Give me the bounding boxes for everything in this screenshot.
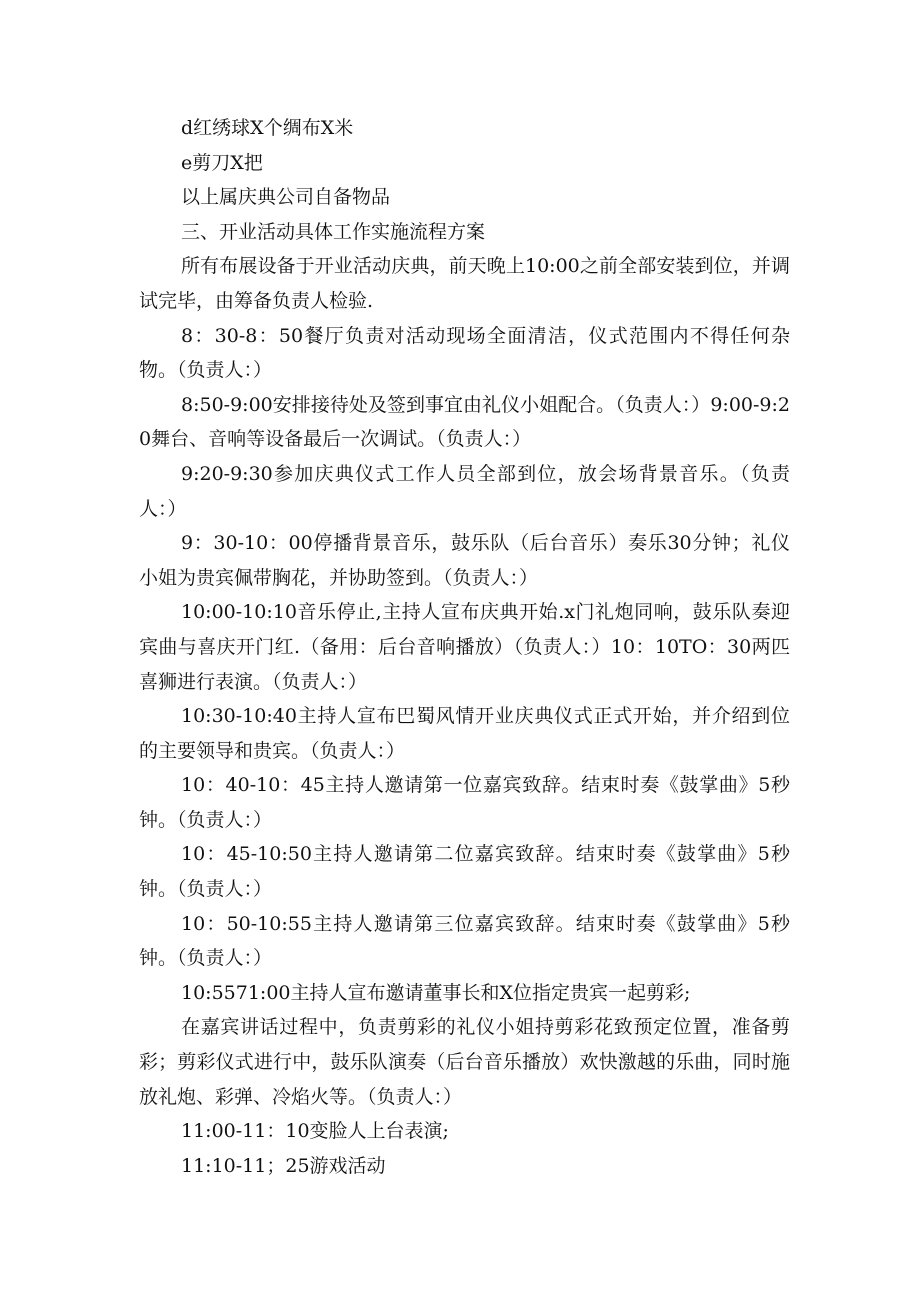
section-heading: 三、开业活动具体工作实施流程方案 — [181, 220, 486, 243]
paragraph-supplies-note: 以上属庆典公司自备物品 — [181, 186, 391, 209]
schedule-item: 11:10-11；25游戏活动 — [181, 1154, 386, 1177]
schedule-item: 9：30-10：00停播背景音乐，鼓乐队（后台音乐）奏乐30分钟；礼仪小姐为贵宾佩带胸花，并协助签到。（负责人：） — [139, 532, 790, 589]
schedule-item: 10:30-10:40主持人宣布巴蜀风情开业庆典仪式正式开始，并介绍到位的主要领导和贵宾。（负责人：） — [139, 705, 790, 762]
schedule-item: 10：50-10:55主持人邀请第三位嘉宾致辞。结束时奏《鼓掌曲》5秒钟。（负责人：） — [139, 912, 790, 970]
schedule-item: 10：40-10：45主持人邀请第一位嘉宾致辞。结束时奏《鼓掌曲》5秒钟。（负责人：） — [139, 774, 790, 831]
schedule-item: 10：45-10:50主持人邀请第二位嘉宾致辞。结束时奏《鼓掌曲》5秒钟。（负责人：） — [139, 843, 790, 901]
paragraph-item-list-d: d红绣球X个绸布X米 — [181, 117, 354, 139]
paragraph-ribbon-cutting: 在嘉宾讲话过程中，负责剪彩的礼仪小姐持剪彩花致预定位置，准备剪彩；剪彩仪式进行中，鼓乐队演奏（后台音乐播放）欢快激越的乐曲，同时施放礼炮、彩弹、冷焰火等。（负责人：） — [139, 1016, 790, 1108]
schedule-item: 9:20-9:30参加庆典仪式工作人员全部到位，放会场背景音乐。（负责人：） — [139, 462, 790, 520]
document-body — [139, 111, 790, 1183]
paragraph-setup: 所有布展设备于开业活动庆典，前天晚上10:00之前全部安装到位，并调试完毕，由筹备负责人检验. — [139, 255, 790, 312]
schedule-item: 11:00-11：10变脸人上台表演; — [181, 1120, 449, 1143]
paragraph-item-list-e: e剪刀X把 — [181, 151, 263, 174]
schedule-item: 8:50-9:00安排接待处及签到事宜由礼仪小姐配合。（负责人：）9:00-9:20舞台、音响等设备最后一次调试。（负责人：） — [139, 393, 790, 451]
schedule-item: 10:5571:00主持人宣布邀请董事长和X位指定贵宾一起剪彩; — [181, 981, 691, 1004]
schedule-item: 10:00-10:10音乐停止,主持人宣布庆典开始.x门礼炮同响，鼓乐队奏迎宾曲与喜庆开门红.（备用：后台音响播放）（负责人：）10：10TO：30两匹喜狮进行表演。（负责人：） — [139, 601, 790, 693]
schedule-item: 8：30-8：50餐厅负责对活动现场全面清洁，仪式范围内不得任何杂物。（负责人：） — [139, 324, 790, 382]
